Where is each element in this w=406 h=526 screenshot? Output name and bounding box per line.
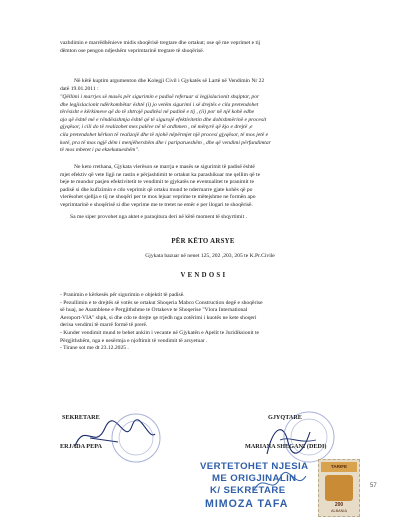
quote-line: tërësisht e kërkimeve që do të shtrojë paditësi në padinë e tij , (ii) por në një kohë edhe	[60, 109, 255, 116]
text-line: datë 19.01.2011 :	[60, 85, 99, 92]
text-line: Ne keto rrethana, Gjykata vlerëson se marrja e masës se sigurimit të padisë është	[74, 164, 255, 170]
decision-line: derisa vendimi të marrë formë të prerë.	[60, 322, 148, 329]
text-line: mjet efektiv që vete ligji ne rastin e përjashtimit te ortakut ka parashikuar me qellim që te	[60, 171, 261, 178]
intro-paragraph	[60, 40, 360, 55]
revenue-stamp	[318, 459, 360, 517]
quote-line: "Qëllimi i marrjes së masës për sigurimin e padisë referuar si legjislacionit shqiptar, por	[60, 94, 260, 100]
certification-line-3: K/ SEKRETARE	[210, 485, 286, 496]
decides-heading: V E N D O S I	[180, 272, 226, 279]
quote-line: të mos mbetet i pa ekzekutueshëm".	[60, 147, 140, 154]
text-line: veprimtarinë e shoqërisë si dhe veprime me te tretet ne emër e per llogari te shoqërisë.	[60, 201, 253, 208]
citation-paragraph	[60, 78, 360, 93]
quote-line: cila pretendohet kërkon të realizojë dhe të njohë nëpërmjet një procesi gjyqësor, të mos jetë e	[60, 131, 269, 138]
quote-line: ajo që është më e rëndësishmja është që të sigurojë efektivitetin dhe dobishmërinë e procesit	[60, 116, 267, 123]
page-number: 57	[370, 483, 377, 489]
revenue-stamp-value: 200	[334, 502, 344, 508]
revenue-stamp-footer: ALBANIA	[330, 509, 348, 513]
decision-line: Aeroport-VIA" shpk, si dhe cdo te drejte qe rrjedh nga zotërimi i kuotës ne kete shoqeri	[60, 314, 257, 321]
decision-line: së huaj, ne Asamblene e Pergjithshme te Ortakeve te Shoqerise "Vlora International	[60, 307, 248, 314]
decision-line: - Kunder vendimit mund te behet ankim i vecante në Gjykatën e Apelit te Juridiksionit te	[60, 329, 259, 336]
text-line: vazhdimin e marrëdhënieve midis shoqërisë tregtare dhe ortakut; ose që me veprimet e tij	[60, 40, 261, 46]
legal-basis	[60, 253, 360, 261]
certification-line-2: ME ORIGJINALIN	[212, 473, 297, 484]
quote-line: dhe legjislacionit ndërkombëtar është (i) jo vetëm sigurimi i së drejtës e cila pretendohet	[60, 101, 259, 108]
certification-signature	[250, 468, 310, 498]
secretary-name: ERJADA PEPA	[60, 443, 102, 450]
court-seal-left	[110, 412, 162, 464]
conclusion-paragraph	[60, 214, 360, 222]
text-line: beje te mundur pasjen efektivitetit te vendimit te gjykatës ne eventualitet te pranimit te	[60, 179, 255, 186]
text-line: vlerësohet sjellja e tij ne shoqëri per te mos lejuar veprime te mëtejshme ne formën apo	[60, 194, 256, 201]
text-line: Sa me siper provohet nga aktet e paraqitura deri në këtë moment të shqyrtimit .	[70, 214, 247, 220]
decision-line: - Pranimin e kërkesës për sigurimin e objektit të padisë.	[60, 292, 185, 298]
decision-line: - Pezullimin e te drejtës së votës se ortakut Shoqeria Mabco Construction degë e shoqërise	[60, 299, 263, 306]
decision-line: Përgjithshëm, nga e nesërmja e njoftimit të vendimit të arsyetuar .	[60, 337, 208, 344]
revenue-stamp-emblem	[325, 475, 353, 501]
revenue-stamp-label: TARIFE	[321, 462, 357, 472]
text-line: Në këtë kuptim argumenton dhe Kolegji Civil i Gjykatës së Lartë në Vendimin Nr 22	[74, 78, 265, 84]
quote-line: kotë, pra të mos ngjë dëm i menjëhershëm dhe i pariparueshëm , dhe që vendimi përfundimtar	[60, 139, 271, 146]
reasoning-paragraph	[60, 164, 360, 210]
judge-title: GJYQTARE	[268, 414, 302, 421]
decision-line: - Tirane sot me dt 23.12.2025 .	[60, 345, 129, 352]
text-line: dëmton ose pengon ndjeshëm veprimtarinë tregtare të shoqërisë.	[60, 47, 205, 54]
reasons-heading: PËR KËTO ARSYE	[171, 238, 235, 245]
secretary-title: SEKRETARE	[62, 414, 100, 421]
decision-list	[60, 292, 360, 353]
text-line: Gjykata bazuar në nenet 125, 202 ,203, 205 te K.Pr.Civile	[145, 253, 275, 259]
court-seal-right	[282, 410, 336, 464]
judge-name: MARIANA SHEGANI (DEDI)	[245, 443, 327, 450]
certification-line-4: MIMOZA TAFA	[205, 498, 289, 510]
text-line: padisë si dhe kufizimin e cdo veprimit që ortaku mund te ndermarre gjate kohës që po	[60, 186, 253, 193]
certification-line-1: VERTETOHET NJESIA	[200, 461, 309, 472]
quote-line: gjyqësor, i cili do të realizohet mes palëve në të ardhmen , në mënyrë që kjo e drejtë ,e	[60, 124, 253, 131]
quoted-passage	[60, 94, 360, 155]
